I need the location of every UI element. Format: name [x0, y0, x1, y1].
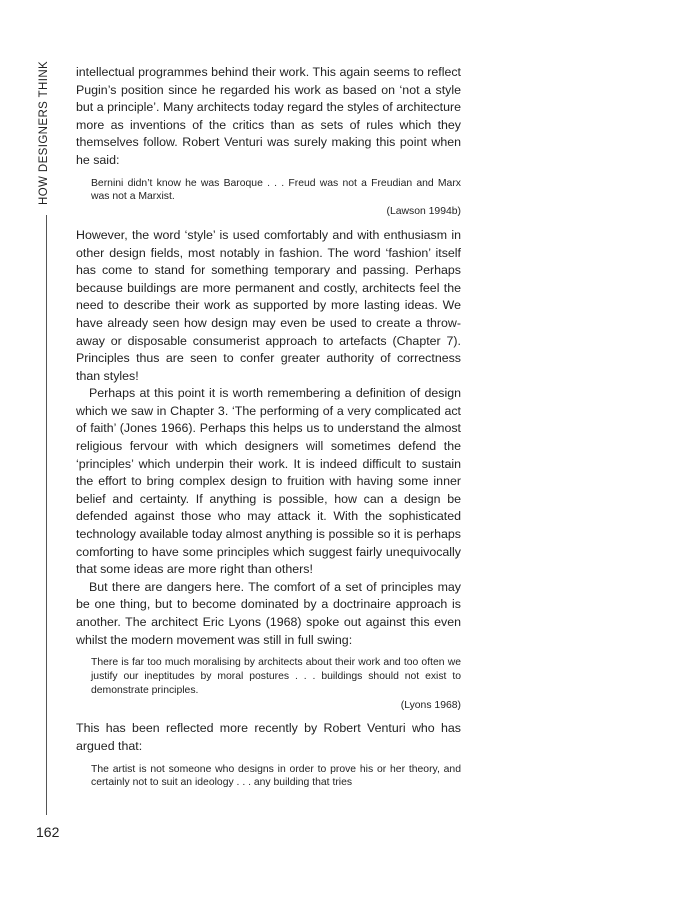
block-quote-venturi-2 [91, 763, 461, 791]
body-text [76, 64, 461, 798]
page-number: 162 [36, 824, 60, 840]
quote-citation: (Lawson 1994b) [386, 206, 461, 218]
paragraph-5: This has been reflected more recently by Robert Venturi who has argued that: [76, 721, 461, 753]
quote-text: The artist is not someone who designs in order to prove his or her theory, and certainly not to suit an ideology . . . any building that tries [91, 763, 461, 789]
quote-text: There is far too much moralising by architects about their work and too often we justify our ineptitudes by moral postures . . . buildings should not exist to demonstrate principles. [91, 657, 461, 696]
paragraph-1: intellectual programmes behind their work. This again seems to reflect Pugin’s position since he regarded his work as based on ‘not a style but a principle’. Many architects today regard the styles of architecture more as inventions of the critics than as sets of rules which they themselves follow. Robert Venturi was surely making this point when he said: [76, 65, 461, 167]
running-head: HOW DESIGNERS THINK [38, 60, 50, 205]
margin-rule [46, 215, 47, 815]
block-quote-lyons [91, 656, 461, 712]
paragraph-4: But there are dangers here. The comfort of a set of principles may be one thing, but to become dominated by a doctrinaire approach is another. The architect Eric Lyons (1968) spoke out against this even whilst the modern movement was still in full swing: [76, 579, 461, 647]
quote-citation: (Lyons 1968) [400, 699, 461, 711]
paragraph-2: However, the word ‘style’ is used comfortably and with enthusiasm in other design fields, most notably in fashion. The word ‘fashion’ itself has come to stand for something temporary and passing. Perhaps because buildings are more permanent and costly, architects feel the need to describe their work as supported by more lasting ideas. We have already seen how design may even be used to create a throw-away or disposable consumerist approach to artefacts (Chapter 7). Principles thus are seen to confer greater authority of correctness than styles! [76, 227, 461, 383]
quote-text: Bernini didn’t know he was Baroque . . . Freud was not a Freudian and Marx was not a Marxist. [91, 177, 461, 203]
paragraph-3: Perhaps at this point it is worth remembering a definition of design which we saw in Chapter 3. ‘The performing of a very complicated act of faith’ (Jones 1966). Perhaps this helps us to understand the almost religious fervour with which designers will sometimes defend the ‘principles’ which underpin their work. It is indeed difficult to sustain the effort to bring complex design to fruition with having some inner belief and certainty. If anything is possible, how can a design be defended against those who may attack it. With the sophisticated technology available today almost anything is possible so it is perhaps comforting to have some principles which suggest fairly unequivocally that some ideas are more right than others! [76, 386, 461, 577]
block-quote-venturi [91, 177, 461, 219]
